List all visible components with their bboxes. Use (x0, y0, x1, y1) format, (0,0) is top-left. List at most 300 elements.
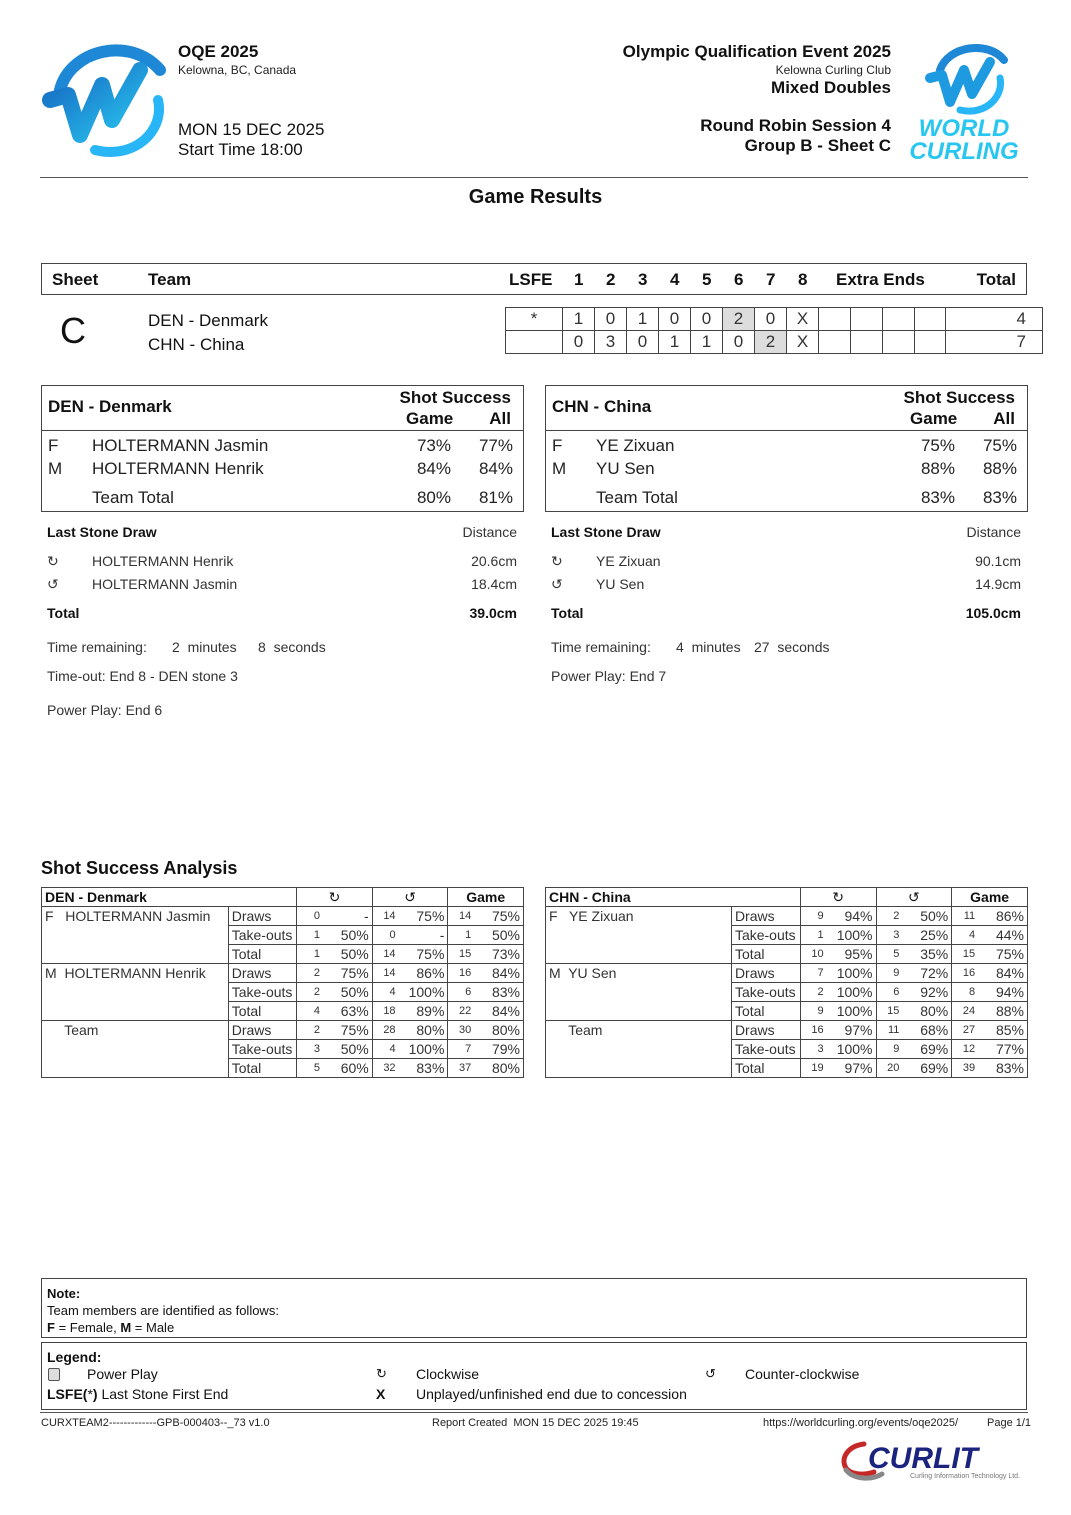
shot-success-label: Shot Success (399, 388, 511, 407)
analysis-team-name: CHN - China (546, 888, 801, 907)
analysis-player-label: M YU Sen (546, 964, 732, 1021)
end-cell: 1 (659, 331, 691, 354)
col-extra-ends: Extra Ends (836, 270, 925, 289)
ccw-pct: 75% (398, 907, 448, 926)
analysis-table-den (41, 887, 524, 1078)
end-cell: 1 (563, 308, 595, 331)
ccw-pct: 92% (901, 983, 951, 1002)
time-remaining (47, 639, 517, 655)
team-box-title: DEN - Denmark (48, 397, 172, 416)
clockwise-icon: ↻ (376, 1366, 387, 1381)
analysis-row (42, 964, 524, 983)
event-full-name: Olympic Qualification Event 2025 (622, 42, 891, 61)
team-total-all: 81% (478, 488, 513, 507)
lsd-total-row (551, 605, 1021, 621)
game-pct: 83% (977, 1059, 1027, 1078)
shot-type: Draws (731, 907, 800, 926)
note-box (41, 1278, 1027, 1338)
extra-end-cell (851, 308, 883, 331)
game-pct: 86% (977, 907, 1027, 926)
shot-type: Total (228, 1002, 297, 1021)
game-count: 15 (952, 945, 977, 964)
power-play-info: Power Play: End 7 (551, 668, 667, 684)
shot-type: Draws (228, 907, 297, 926)
ccw-count: 5 (876, 945, 901, 964)
game-count: 1 (448, 926, 473, 945)
shot-type: Total (731, 1002, 800, 1021)
sheet-letter: C (60, 310, 86, 351)
event-url-link[interactable]: https://worldcurling.org/events/oqe2025/ (763, 1417, 959, 1429)
lsd-player: YU Sen (596, 576, 645, 592)
shot-type: Take-outs (228, 926, 297, 945)
ccw-count: 11 (876, 1021, 901, 1040)
cw-pct: 75% (322, 1021, 372, 1040)
ccw-count: 18 (372, 1002, 397, 1021)
cw-count: 2 (297, 983, 322, 1002)
ccw-pct: 100% (398, 983, 448, 1002)
lsd-header (551, 524, 1021, 540)
shot-type: Draws (228, 1021, 297, 1040)
time-minutes: 2 minutes (172, 639, 237, 655)
lsd-total-label: Total (47, 605, 80, 621)
ccw-pct: 86% (398, 964, 448, 983)
cw-pct: 97% (826, 1059, 876, 1078)
game-count: 12 (952, 1040, 977, 1059)
game-pct: 84% (977, 964, 1027, 983)
ccw-count: 9 (876, 1040, 901, 1059)
game-pct: 80% (473, 1059, 523, 1078)
col-lsfe: LSFE (509, 270, 553, 289)
lsfe-key: LSFE( (47, 1386, 88, 1402)
team-total-label: Team Total (596, 488, 678, 507)
end-cell: 1 (691, 331, 723, 354)
lsfe-text: Last Stone First End (97, 1386, 229, 1402)
cw-count: 1 (297, 945, 322, 964)
col-total: Total (976, 270, 1016, 289)
col-end-4: 4 (670, 270, 680, 289)
time-minutes: 4 minutes (676, 639, 741, 655)
extra-end-cell (851, 331, 883, 354)
player-name: YE Zixuan (596, 436, 675, 455)
time-remaining-label: Time remaining: (551, 639, 651, 655)
lsd-title: Last Stone Draw (47, 524, 157, 540)
analysis-row (546, 907, 1028, 926)
ccw-count: 0 (372, 926, 397, 945)
game-pct: 94% (977, 983, 1027, 1002)
power-play-swatch-icon (48, 1368, 60, 1381)
game-pct: 50% (473, 926, 523, 945)
game-count: 15 (448, 945, 473, 964)
analysis-table-chn (545, 887, 1028, 1078)
cw-pct: 94% (826, 907, 876, 926)
player-game-pct: 75% (920, 436, 955, 455)
end-cell: 1 (627, 308, 659, 331)
game-count: 30 (448, 1021, 473, 1040)
start-time: Start Time 18:00 (178, 140, 303, 159)
cw-count: 5 (297, 1059, 322, 1078)
cw-pct: 60% (322, 1059, 372, 1078)
ccw-pct: 100% (398, 1040, 448, 1059)
end-cell: 0 (691, 308, 723, 331)
cw-pct: 95% (826, 945, 876, 964)
lsd-total-row (47, 605, 517, 621)
end-cell: 3 (595, 331, 627, 354)
team-total-label: Team Total (92, 488, 174, 507)
shot-success-header (904, 387, 1016, 429)
team-box-header (42, 386, 523, 431)
team-name-1: DEN - Denmark (148, 311, 268, 330)
counter-clockwise-icon: ↺ (47, 576, 59, 592)
extra-end-cell (915, 331, 946, 354)
cw-count: 10 (800, 945, 825, 964)
shot-type: Take-outs (731, 926, 800, 945)
lsd-distance: 20.6cm (471, 553, 517, 569)
col-all: All (489, 409, 511, 428)
game-pct: 79% (473, 1040, 523, 1059)
analysis-team-name: DEN - Denmark (42, 888, 297, 907)
last-stone-draw-chn (545, 524, 1027, 694)
shot-type: Draws (228, 964, 297, 983)
ccw-pct: 89% (398, 1002, 448, 1021)
world-curling-logo-left (40, 40, 170, 162)
lsfe-cell: * (506, 308, 563, 331)
analysis-col-game: Game (448, 888, 524, 907)
shot-type: Total (731, 1059, 800, 1078)
lsfe-close: ) (92, 1386, 98, 1402)
ccw-pct: 80% (398, 1021, 448, 1040)
lsd-title: Last Stone Draw (551, 524, 661, 540)
col-game: Game (910, 409, 958, 428)
player-game-pct: 88% (920, 459, 955, 478)
ccw-count: 28 (372, 1021, 397, 1040)
game-pct: 88% (977, 1002, 1027, 1021)
player-all-pct: 75% (982, 436, 1017, 455)
team-box-header (546, 386, 1027, 431)
game-count: 7 (448, 1040, 473, 1059)
analysis-row (546, 1021, 1028, 1040)
analysis-row (42, 907, 524, 926)
note-gender-key (47, 1319, 1021, 1336)
legend-box (41, 1342, 1027, 1410)
lsd-total: 105.0cm (965, 605, 1021, 621)
discipline: Mixed Doubles (771, 78, 891, 97)
legend-clockwise: Clockwise (416, 1366, 480, 1382)
ccw-count: 3 (876, 926, 901, 945)
session: Round Robin Session 4 (700, 116, 891, 135)
lsd-player: HOLTERMANN Henrik (92, 553, 234, 569)
ccw-pct: 83% (398, 1059, 448, 1078)
group-sheet: Group B - Sheet C (744, 136, 891, 155)
cw-count: 1 (800, 926, 825, 945)
player-name: YU Sen (596, 459, 655, 478)
ccw-pct: 75% (398, 945, 448, 964)
extra-end-cell (883, 308, 915, 331)
team-name-2: CHN - China (148, 335, 245, 354)
note-line: Team members are identified as follows: (47, 1303, 279, 1318)
end-cell: X (787, 331, 819, 354)
legend-x-text: Unplayed/unfinished end due to concession (416, 1386, 687, 1402)
shot-success-label: Shot Success (903, 388, 1015, 407)
game-date: MON 15 DEC 2025 (178, 120, 325, 139)
ccw-pct: - (398, 926, 448, 945)
female-key: F (47, 1320, 55, 1335)
analysis-title: Shot Success Analysis (41, 858, 238, 878)
cw-pct: 100% (826, 964, 876, 983)
cw-pct: 100% (826, 926, 876, 945)
cw-pct: 50% (322, 926, 372, 945)
col-end-1: 1 (574, 270, 584, 289)
shot-type: Take-outs (228, 983, 297, 1002)
player-game-pct: 73% (416, 436, 451, 455)
world-curling-logo-right (898, 40, 1030, 164)
counter-clockwise-icon: ↺ (705, 1366, 716, 1381)
analysis-player-label: F HOLTERMANN Jasmin (42, 907, 229, 964)
cw-count: 3 (297, 1040, 322, 1059)
male-desc: = Male (131, 1320, 175, 1335)
cw-pct: 100% (826, 1002, 876, 1021)
player-all-pct: 77% (478, 436, 513, 455)
game-pct: 80% (473, 1021, 523, 1040)
game-count: 14 (448, 907, 473, 926)
shot-type: Take-outs (731, 1040, 800, 1059)
footer-divider (40, 1412, 1028, 1413)
col-sheet: Sheet (52, 270, 99, 289)
venue: Kelowna Curling Club (775, 63, 891, 77)
analysis-row (42, 1021, 524, 1040)
last-stone-draw-den (41, 524, 523, 724)
cw-pct: 97% (826, 1021, 876, 1040)
score-row-chn (506, 331, 1043, 354)
lsd-total-label: Total (551, 605, 584, 621)
end-cell: 0 (659, 308, 691, 331)
page-number: Page 1/1 (987, 1417, 1032, 1429)
cw-count: 2 (297, 1021, 322, 1040)
col-end-6: 6 (734, 270, 744, 289)
clockwise-icon: ↻ (800, 888, 876, 907)
cw-count: 1 (297, 926, 322, 945)
game-count: 16 (952, 964, 977, 983)
end-cell: 0 (595, 308, 627, 331)
player-name: HOLTERMANN Jasmin (92, 436, 269, 455)
game-pct: 83% (473, 983, 523, 1002)
scoreboard-team-names (148, 309, 268, 357)
cw-count: 2 (297, 964, 322, 983)
game-pct: 84% (473, 964, 523, 983)
time-remaining (551, 639, 1021, 655)
game-count: 8 (952, 983, 977, 1002)
analysis-row (546, 964, 1028, 983)
col-end-7: 7 (766, 270, 776, 289)
total-cell: 4 (946, 308, 1043, 331)
team-box-den (41, 385, 524, 512)
ccw-count: 14 (372, 964, 397, 983)
player-game-pct: 84% (416, 459, 451, 478)
event-header-right (623, 42, 891, 156)
legend-counter-clockwise: Counter-clockwise (745, 1366, 860, 1382)
ccw-count: 14 (372, 907, 397, 926)
note-title: Note: (47, 1286, 81, 1301)
ccw-count: 2 (876, 907, 901, 926)
player-gender: M (552, 459, 567, 478)
cw-count: 3 (800, 1040, 825, 1059)
cw-pct: 50% (322, 983, 372, 1002)
analysis-header-row (42, 888, 524, 907)
event-location: Kelowna, BC, Canada (178, 63, 297, 77)
col-all: All (993, 409, 1015, 428)
col-end-8: 8 (798, 270, 808, 289)
legend-power-play: Power Play (87, 1366, 158, 1382)
extra-end-cell (915, 308, 946, 331)
counter-clockwise-icon: ↺ (551, 576, 563, 592)
timeout-info: Time-out: End 8 - DEN stone 3 (47, 668, 238, 684)
ccw-count: 15 (876, 1002, 901, 1021)
player-all-pct: 88% (982, 459, 1017, 478)
shot-type: Take-outs (731, 983, 800, 1002)
scoreboard-header (41, 263, 1027, 295)
cw-pct: 50% (322, 1040, 372, 1059)
shot-type: Draws (731, 964, 800, 983)
end-cell-power-play: 2 (723, 308, 755, 331)
shot-type: Draws (731, 1021, 800, 1040)
end-cell: 0 (627, 331, 659, 354)
lsfe-star: * (87, 1386, 93, 1402)
lsd-distance: 90.1cm (975, 553, 1021, 569)
time-seconds: 8 seconds (258, 639, 326, 655)
lsd-player: HOLTERMANN Jasmin (92, 576, 238, 592)
col-end-3: 3 (638, 270, 648, 289)
player-gender: F (48, 436, 59, 455)
col-team: Team (148, 270, 192, 289)
power-play-info: Power Play: End 6 (47, 702, 163, 718)
ccw-pct: 35% (901, 945, 951, 964)
svg-text:CURLIT: CURLIT (868, 1442, 978, 1475)
clockwise-icon: ↻ (297, 888, 372, 907)
ccw-pct: 80% (901, 1002, 951, 1021)
ccw-count: 14 (372, 945, 397, 964)
clockwise-icon: ↻ (47, 553, 59, 569)
player-name: HOLTERMANN Henrik (92, 459, 264, 478)
legend-title: Legend: (47, 1349, 102, 1365)
cw-count: 7 (800, 964, 825, 983)
event-header-left (178, 42, 324, 160)
game-count: 24 (952, 1002, 977, 1021)
cw-count: 9 (800, 907, 825, 926)
ccw-pct: 69% (901, 1040, 951, 1059)
cw-count: 16 (800, 1021, 825, 1040)
game-count: 11 (952, 907, 977, 926)
lsd-header (47, 524, 517, 540)
game-pct: 44% (977, 926, 1027, 945)
report-code: CURXTEAM2-------------GPB-000403--_73 v1.0 (41, 1417, 270, 1429)
end-cell: 0 (723, 331, 755, 354)
analysis-col-game: Game (952, 888, 1028, 907)
scoreboard-table (505, 307, 1043, 354)
game-pct: 75% (977, 945, 1027, 964)
player-all-pct: 84% (478, 459, 513, 478)
ccw-pct: 68% (901, 1021, 951, 1040)
ccw-pct: 25% (901, 926, 951, 945)
analysis-player-label: F YE Zixuan (546, 907, 732, 964)
time-seconds: 27 seconds (754, 639, 830, 655)
counter-clockwise-icon: ↺ (372, 888, 448, 907)
ccw-count: 4 (372, 1040, 397, 1059)
ccw-pct: 72% (901, 964, 951, 983)
player-gender: F (552, 436, 563, 455)
svg-text:WORLD: WORLD (918, 115, 1010, 142)
header-divider (40, 177, 1028, 178)
female-desc: = Female, (54, 1320, 121, 1335)
shot-success-cols (904, 408, 1016, 429)
shot-type: Total (228, 945, 297, 964)
game-count: 37 (448, 1059, 473, 1078)
cw-pct: 50% (322, 945, 372, 964)
cw-pct: 100% (826, 983, 876, 1002)
note-content (42, 1279, 1026, 1336)
cw-pct: 75% (322, 964, 372, 983)
team-total-game: 83% (920, 488, 955, 507)
lsd-distance: 18.4cm (471, 576, 517, 592)
col-end-2: 2 (606, 270, 616, 289)
lsd-distance-label: Distance (462, 524, 517, 540)
end-cell: 0 (563, 331, 595, 354)
game-pct: 85% (977, 1021, 1027, 1040)
clockwise-icon: ↻ (551, 553, 563, 569)
shot-success-cols (400, 408, 512, 429)
game-count: 39 (952, 1059, 977, 1078)
cw-count: 2 (800, 983, 825, 1002)
analysis-player-label: Team (546, 1021, 732, 1078)
ccw-pct: 50% (901, 907, 951, 926)
svg-text:CURLING: CURLING (909, 138, 1019, 164)
ccw-pct: 69% (901, 1059, 951, 1078)
cw-count: 9 (800, 1002, 825, 1021)
ccw-count: 6 (876, 983, 901, 1002)
score-row-den (506, 308, 1043, 331)
player-gender: M (48, 459, 63, 478)
lsfe-cell (506, 331, 563, 354)
game-count: 16 (448, 964, 473, 983)
end-cell: 0 (755, 308, 787, 331)
game-pct: 75% (473, 907, 523, 926)
col-game: Game (406, 409, 454, 428)
lsd-distance: 14.9cm (975, 576, 1021, 592)
game-count: 22 (448, 1002, 473, 1021)
cw-pct: 100% (826, 1040, 876, 1059)
svg-text:Curling Information Technology: Curling Information Technology Ltd. (910, 1473, 1020, 1480)
cw-count: 4 (297, 1002, 322, 1021)
game-count: 4 (952, 926, 977, 945)
shot-success-header (400, 387, 512, 429)
game-count: 6 (448, 983, 473, 1002)
ccw-count: 9 (876, 964, 901, 983)
time-remaining-label: Time remaining: (47, 639, 147, 655)
team-total-all: 83% (982, 488, 1017, 507)
team-box-chn (545, 385, 1028, 512)
end-cell: X (787, 308, 819, 331)
cw-pct: 63% (322, 1002, 372, 1021)
shot-type: Total (731, 945, 800, 964)
ccw-count: 20 (876, 1059, 901, 1078)
total-cell: 7 (946, 331, 1043, 354)
game-count: 27 (952, 1021, 977, 1040)
cw-count: 19 (800, 1059, 825, 1078)
legend-lsfe (47, 1386, 228, 1402)
cw-pct: - (322, 907, 372, 926)
legend-x-key: X (376, 1386, 386, 1402)
game-pct: 77% (977, 1040, 1027, 1059)
shot-type: Take-outs (228, 1040, 297, 1059)
cw-count: 0 (297, 907, 322, 926)
